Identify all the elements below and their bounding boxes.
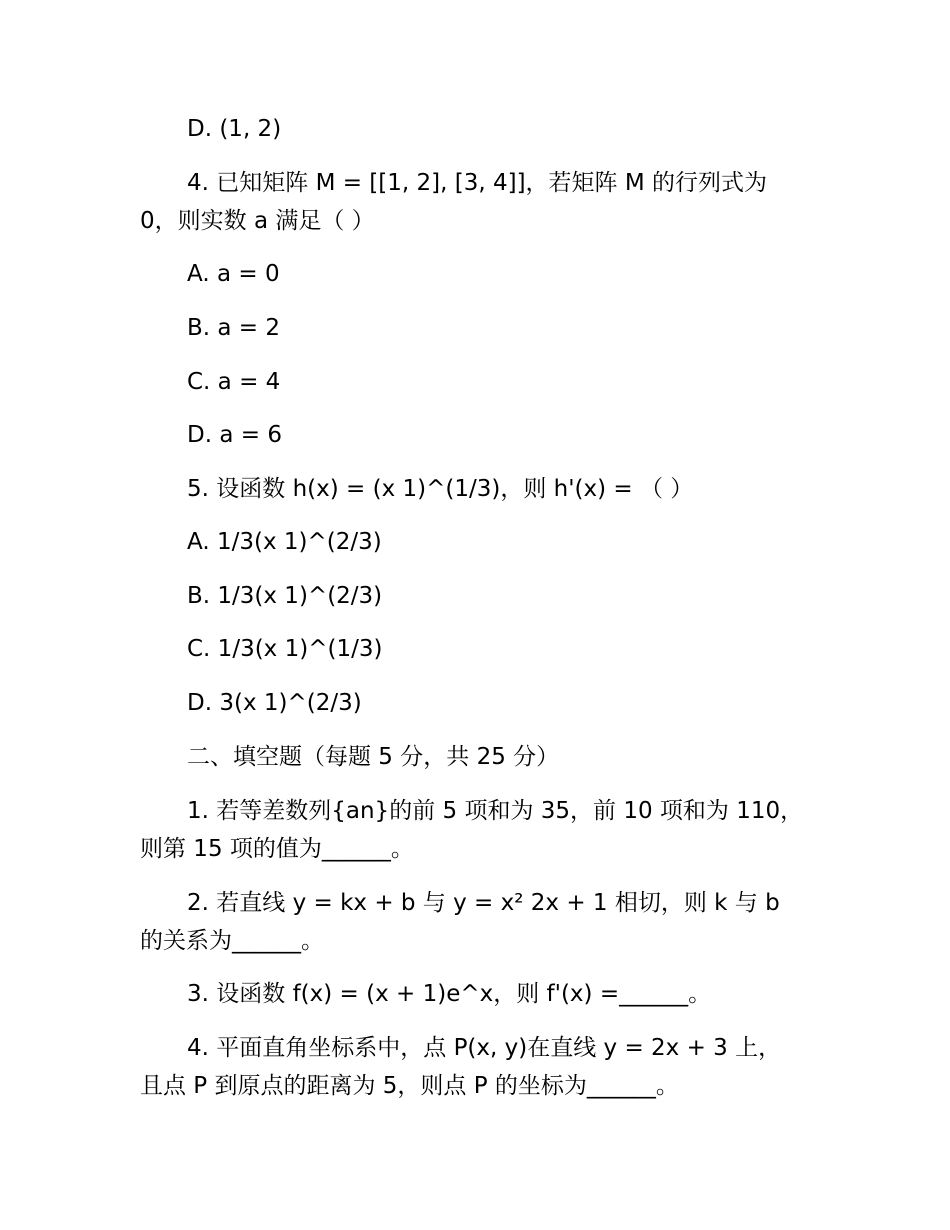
option-line: C. 1/3(x 1)^(1/3) — [187, 636, 383, 662]
question-line: 2. 若直线 y = kx + b 与 y = x² 2x + 1 相切，则 k 与 b — [187, 890, 780, 916]
section-heading: 二、填空题（每题 5 分，共 25 分） — [187, 744, 560, 770]
option-line: B. 1/3(x 1)^(2/3) — [187, 583, 383, 609]
option-line: D. a = 6 — [187, 422, 282, 448]
question-line: 5. 设函数 h(x) = (x 1)^(1/3)，则 h'(x) = （ ） — [187, 476, 694, 502]
question-continuation-line: 则第 15 项的值为______。 — [140, 836, 414, 862]
question-line: 3. 设函数 f(x) = (x + 1)e^x，则 f'(x) =______。 — [187, 981, 712, 1007]
question-continuation-line: 且点 P 到原点的距离为 5，则点 P 的坐标为______。 — [140, 1073, 679, 1099]
option-line: B. a = 2 — [187, 315, 281, 341]
option-line: D. (1, 2) — [187, 116, 282, 142]
question-continuation-line: 的关系为______。 — [140, 928, 324, 954]
option-line: A. 1/3(x 1)^(2/3) — [187, 529, 382, 555]
option-line: D. 3(x 1)^(2/3) — [187, 690, 362, 716]
question-line: 4. 平面直角坐标系中，点 P(x, y)在直线 y = 2x + 3 上， — [187, 1035, 782, 1061]
option-line: A. a = 0 — [187, 261, 280, 287]
question-line: 4. 已知矩阵 M = [[1, 2], [3, 4]]，若矩阵 M 的行列式为 — [187, 170, 768, 196]
option-line: C. a = 4 — [187, 369, 281, 395]
question-line: 1. 若等差数列{an}的前 5 项和为 35，前 10 项和为 110， — [187, 798, 804, 824]
question-continuation-line: 0，则实数 a 满足（ ） — [140, 208, 375, 234]
